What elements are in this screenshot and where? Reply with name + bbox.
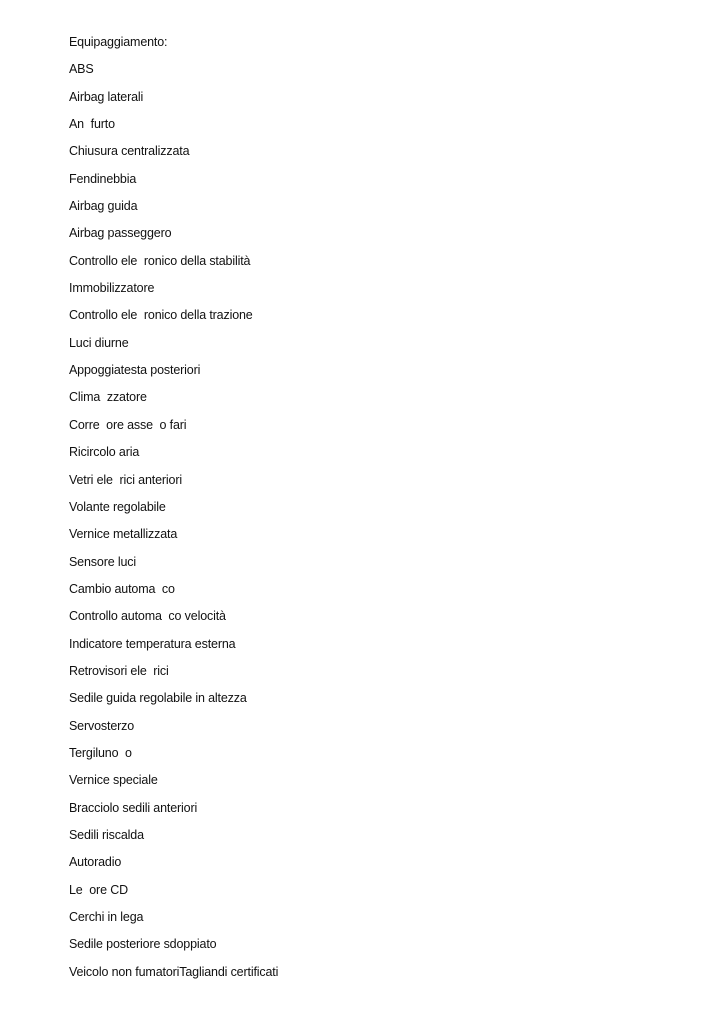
equipment-item: An furto (69, 117, 115, 132)
equipment-item: Controllo ele ronico della trazione (69, 308, 253, 323)
equipment-item: Controllo automa co velocità (69, 609, 226, 624)
equipment-item: Vetri ele rici anteriori (69, 472, 182, 487)
equipment-item: Autoradio (69, 855, 122, 870)
equipment-item: Volante regolabile (69, 499, 166, 514)
equipment-item: Le ore CD (69, 882, 128, 897)
equipment-item: Corre ore asse o fari (69, 417, 187, 432)
equipment-item: Sensore luci (69, 554, 136, 569)
equipment-heading: Equipaggiamento: (69, 35, 168, 49)
equipment-item: Luci diurne (69, 335, 129, 350)
equipment-item: Immobilizzatore (69, 281, 155, 296)
equipment-item: Cambio automa co (69, 581, 175, 596)
equipment-item: Appoggiatesta posteriori (69, 363, 201, 378)
equipment-item: Airbag guida (69, 199, 138, 214)
equipment-item: Airbag passeggero (69, 226, 172, 241)
equipment-item: Sedile posteriore sdoppiato (69, 937, 217, 952)
equipment-item: Servosterzo (69, 718, 135, 733)
equipment-item: Sedile guida regolabile in altezza (69, 691, 247, 706)
equipment-item: Airbag laterali (69, 89, 144, 104)
equipment-item: Ricircolo aria (69, 445, 140, 460)
equipment-item: Sedili riscalda (69, 827, 144, 842)
equipment-item: ABS (69, 62, 94, 77)
equipment-item: Chiusura centralizzata (69, 144, 190, 159)
equipment-item: Veicolo non fumatoriTagliandi certificati (69, 964, 279, 979)
equipment-item: Tergiluno o (69, 745, 132, 760)
equipment-item: Controllo ele ronico della stabilità (69, 253, 251, 268)
equipment-item: Indicatore temperatura esterna (69, 636, 236, 651)
equipment-item: Vernice speciale (69, 773, 158, 788)
equipment-list (69, 34, 278, 991)
equipment-item: Fendinebbia (69, 171, 137, 186)
equipment-item: Retrovisori ele rici (69, 663, 169, 678)
equipment-item: Clima zzatore (69, 390, 147, 405)
equipment-item: Cerchi in lega (69, 910, 144, 924)
equipment-item: Bracciolo sedili anteriori (69, 800, 198, 815)
equipment-item: Vernice metallizzata (69, 527, 178, 542)
